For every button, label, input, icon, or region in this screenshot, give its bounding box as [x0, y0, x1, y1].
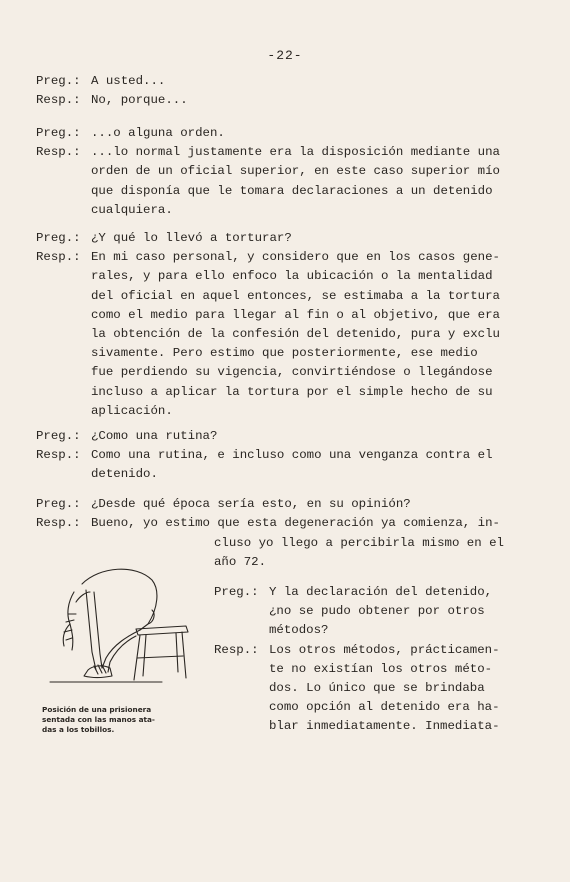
- answer-label: [36, 162, 91, 181]
- qa-exchange: [36, 427, 516, 485]
- answer-line: [36, 182, 516, 201]
- answer-line: [36, 201, 516, 220]
- line-text: del oficial en aquel entonces, se estimaba a la tortura: [91, 288, 500, 303]
- answer-continuation: [214, 534, 504, 572]
- answer-label: [36, 465, 91, 484]
- answer-line: [36, 162, 516, 181]
- answer-label: [214, 679, 269, 698]
- line-text: ¿Desde qué época sería esto, en su opinión?: [91, 497, 411, 511]
- question-label: Preg.:: [214, 585, 259, 599]
- answer-label: Resp.:: [36, 145, 81, 160]
- qa-exchange: [36, 229, 516, 421]
- answer-label: [214, 717, 269, 736]
- line-text: A usted...: [91, 74, 166, 88]
- line-text: incluso a aplicar la tortura por el simple hecho de su: [91, 384, 493, 399]
- qa-exchange: [36, 72, 516, 110]
- line-text: rales, y para ello enfoco la ubicación o la mentalidad: [91, 269, 493, 284]
- answer-label: [36, 383, 91, 402]
- answer-line: [36, 248, 516, 267]
- question-line: [36, 229, 516, 248]
- line-text: ¿no se pudo obtener por otros: [269, 604, 485, 619]
- line-text: aplicación.: [91, 403, 173, 418]
- continuation-line: año 72.: [214, 555, 267, 570]
- answer-label: Resp.:: [36, 448, 81, 463]
- line-text: orden de un oficial superior, en este caso superior mío: [91, 164, 500, 179]
- answer-line: [36, 267, 516, 286]
- answer-label: [36, 182, 91, 201]
- question-line: [214, 583, 524, 602]
- answer-label: [36, 287, 91, 306]
- answer-label: Resp.:: [36, 250, 81, 265]
- line-text: como el medio para llegar al fin o al objetivo, que era: [91, 307, 500, 322]
- question-label: [214, 602, 269, 621]
- answer-line: [36, 287, 516, 306]
- line-text: ¿Como una rutina?: [91, 429, 218, 443]
- answer-line: [36, 325, 516, 344]
- line-text: la obtención de la confesión del detenido, pura y exclu: [91, 327, 500, 342]
- line-text: ¿Y qué lo llevó a torturar?: [91, 231, 292, 245]
- answer-label: [36, 267, 91, 286]
- answer-line: [36, 465, 516, 484]
- answer-line: [36, 306, 516, 325]
- question-line: [214, 621, 524, 640]
- question-label: Preg.:: [36, 231, 81, 245]
- line-text: No, porque...: [91, 93, 188, 108]
- answer-label: [36, 201, 91, 220]
- line-text: métodos?: [269, 623, 329, 638]
- question-label: Preg.:: [36, 429, 81, 443]
- answer-label: [36, 344, 91, 363]
- line-text: En mi caso personal, y considero que en los casos gene-: [91, 250, 500, 265]
- answer-label: [36, 325, 91, 344]
- line-text: blar inmediatamente. Inmediata-: [269, 719, 500, 734]
- continuation-line: cluso yo llego a percibirla mismo en el: [214, 536, 504, 550]
- answer-label: [36, 306, 91, 325]
- answer-line: [214, 717, 524, 736]
- line-text: como opción al detenido era ha-: [269, 700, 500, 715]
- line-text: Como una rutina, e incluso como una venganza contra el: [91, 448, 493, 463]
- qa-exchange: [36, 495, 516, 533]
- answer-line: [214, 660, 524, 679]
- answer-line: [36, 143, 516, 162]
- question-line: [36, 124, 516, 143]
- answer-line: [214, 679, 524, 698]
- answer-line: [36, 402, 516, 421]
- question-label: Preg.:: [36, 126, 81, 140]
- answer-label: [214, 660, 269, 679]
- line-text: ...lo normal justamente era la disposición mediante una: [91, 145, 500, 160]
- line-text: cualquiera.: [91, 202, 173, 217]
- answer-label: Resp.:: [36, 516, 81, 531]
- answer-label: Resp.:: [214, 642, 259, 657]
- prisoner-illustration-icon: [40, 562, 200, 692]
- answer-line: [36, 344, 516, 363]
- line-text: Y la declaración del detenido,: [269, 585, 493, 599]
- line-text: dos. Lo único que se brindaba: [269, 681, 485, 696]
- answer-line: [36, 363, 516, 382]
- question-label: [214, 621, 269, 640]
- page-number: -22-: [267, 48, 303, 63]
- answer-line: [36, 514, 516, 533]
- line-text: ...o alguna orden.: [91, 126, 225, 140]
- line-text: que disponía que le tomara declaraciones a un detenido: [91, 183, 493, 198]
- caption-line: das a los tobillos.: [42, 725, 115, 735]
- line-text: sivamente. Pero estimo que posteriormente, ese medio: [91, 346, 478, 361]
- caption-line: Posición de una prisionera: [42, 705, 152, 714]
- answer-line: [36, 446, 516, 465]
- side-exchange: [214, 583, 524, 737]
- line-text: Los otros métodos, prácticamen-: [269, 642, 500, 657]
- line-text: te no existían los otros méto-: [269, 661, 493, 676]
- question-label: Preg.:: [36, 74, 81, 88]
- line-text: fue perdiendo su vigencia, convirtiéndose o llegándose: [91, 365, 493, 380]
- question-line: [36, 495, 516, 514]
- answer-line: [36, 91, 516, 110]
- question-line: [36, 72, 516, 91]
- answer-line: [214, 641, 524, 660]
- question-line: [214, 602, 524, 621]
- line-text: Bueno, yo estimo que esta degeneración ya comienza, in-: [91, 516, 500, 531]
- line-text: detenido.: [91, 467, 158, 482]
- answer-line: [36, 383, 516, 402]
- answer-label: Resp.:: [36, 93, 81, 108]
- figure-caption: [42, 705, 202, 736]
- answer-label: [214, 698, 269, 717]
- qa-exchange: [36, 124, 516, 220]
- question-line: [36, 427, 516, 446]
- answer-label: [36, 402, 91, 421]
- question-label: Preg.:: [36, 497, 81, 511]
- caption-line: sentada con las manos ata-: [42, 715, 155, 725]
- answer-line: [214, 698, 524, 717]
- answer-label: [36, 363, 91, 382]
